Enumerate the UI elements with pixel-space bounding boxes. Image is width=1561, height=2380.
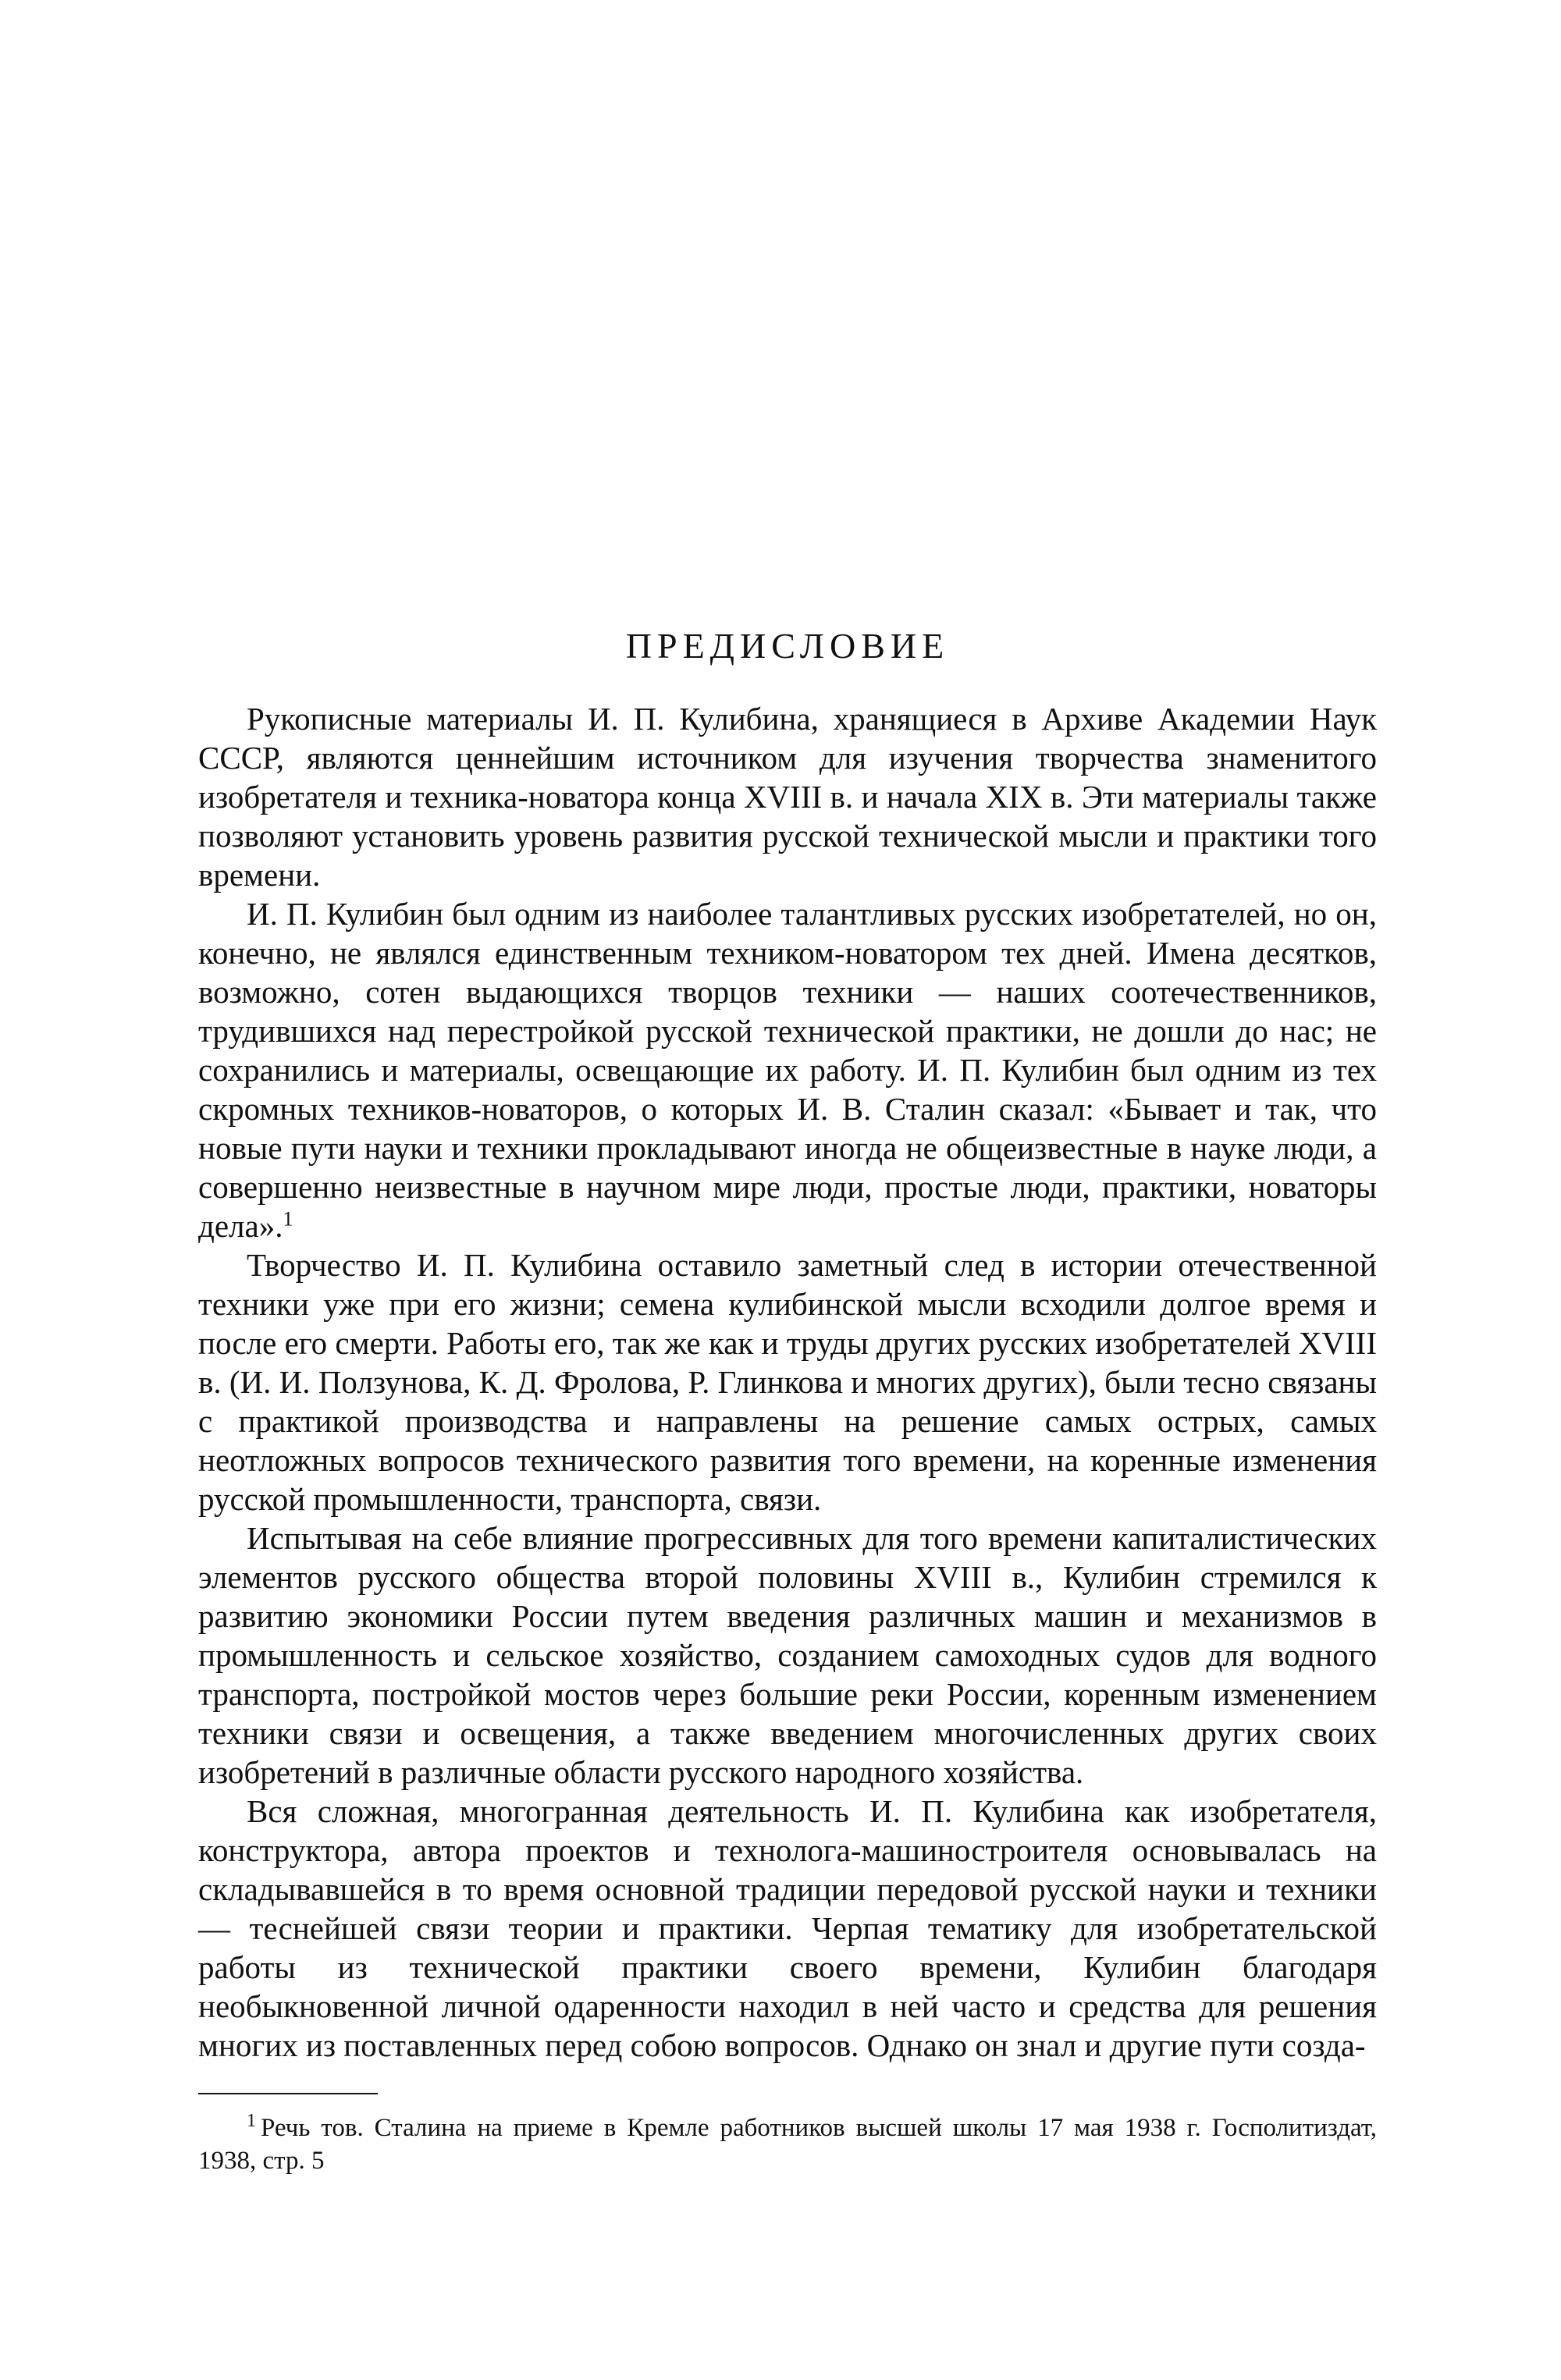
footnote [198, 2112, 1377, 2177]
footnote-reference: 1 [283, 1207, 293, 1231]
footnote-divider [198, 2093, 378, 2094]
paragraph-2 [198, 894, 1377, 1245]
paragraph-4: Испытывая на себе влияние прогрессивных для того времени капиталистических элементов русского общества второй половины XVIII в., Кулибин стремился к развитию экономики России путем введения различных машин и механизмов в промышленность и сельское хозяйство, созданием самоходных судов для водного транспорта, постройкой мостов через большие реки России, коренным изменением техники связи и освещения, а также введением многочисленных других своих изобретений в различные области русского народного хозяйства. [198, 1520, 1377, 1790]
paragraph-3: Творчество И. П. Кулибина оставило заметный след в истории отечественной техники уже при его жизни; семена кулибинской мысли всходили долгое время и после его смерти. Работы его, так же как и труды других русских изобретателей XVIII в. (И. И. Ползунова, К. Д. Фролова, Р. Глинкова и многих других), были тесно связаны с практикой производства и направлены на решение самых острых, самых неотложных вопросов технического развития того времени, на коренные изменения русской промышленности, транспорта, связи. [198, 1247, 1377, 1517]
paragraph-5: Вся сложная, многогранная деятельность И. П. Кулибина как изобретателя, конструктора, автора проектов и технолога-машиностроителя основывалась на складывавшейся в то время основной традиции передовой русской науки и техники — теснейшей связи теории и практики. Черпая тематику для изобретательской работы из технической практики своего времени, Кулибин благодаря необыкновенной личной одаренности находил в ней часто и средства для решения многих из поставленных перед собою вопросов. Однако он знал и другие пути созда- [198, 1793, 1377, 2063]
footnote-text: Речь тов. Сталина на приеме в Кремле работников высшей школы 17 мая 1938 г. Госполитиздат, 1938, стр. 5 [198, 2114, 1377, 2175]
document-page [198, 624, 1377, 2177]
paragraph-1: Рукописные материалы И. П. Кулибина, хранящиеся в Архиве Академии Наук СССР, являются ценнейшим источником для изучения творчества знаменитого изобретателя и техника-новатора конца XVIII в. и начала XIX в. Эти материалы также позволяют установить уровень развития русской технической мысли и практики того времени. [198, 701, 1377, 893]
paragraph-2-text: И. П. Кулибин был одним из наиболее талантливых русских изобретателей, но он, конечно, не являлся единственным техником-новатором тех дней. Имена десятков, возможно, сотен выдающихся творцов техники — наших соотечественников, трудившихся над перестройкой русской технической практики, не дошли до нас; не сохранились и материалы, освещающие их работу. И. П. Кулибин был одним из тех скромных техников-новаторов, о которых И. В. Сталин сказал: «Бывает и так, что новые пути науки и техники прокладывают иногда не общеизвестные в науке люди, а совершенно неизвестные в научном мире люди, простые люди, практики, новаторы дела». [198, 896, 1377, 1244]
footnote-mark: 1 [247, 2111, 256, 2131]
body-text [198, 699, 1377, 2065]
page-title: ПРЕДИСЛОВИЕ [625, 626, 950, 666]
